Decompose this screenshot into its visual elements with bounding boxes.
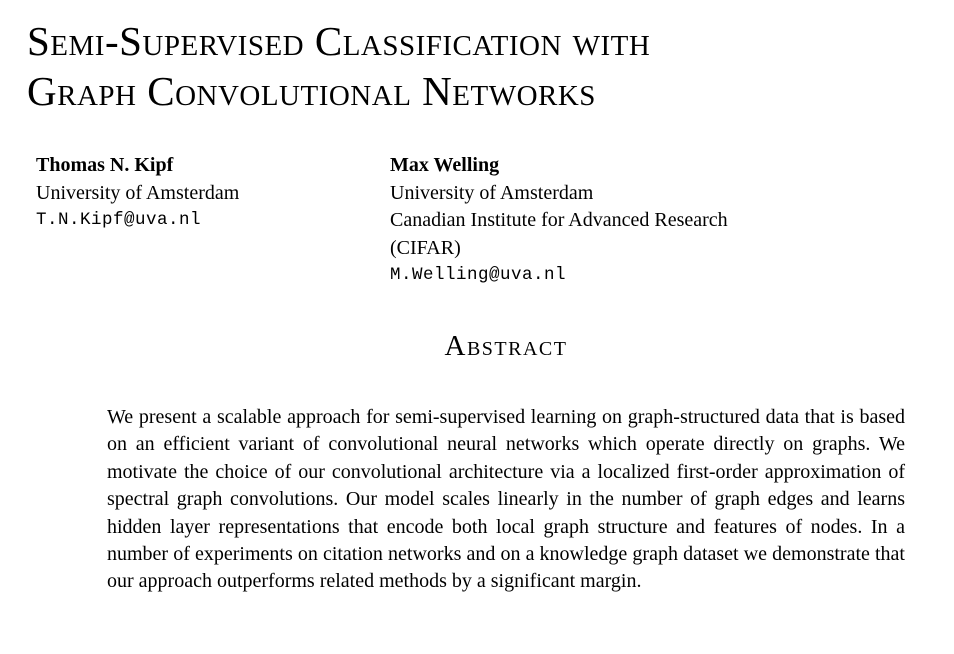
- paper-title-line-2: Graph Convolutional Networks: [27, 68, 596, 114]
- paper-title: [27, 16, 650, 116]
- author-affiliation: Canadian Institute for Advanced Research (CIFAR): [390, 209, 728, 259]
- author-name: Thomas N. Kipf: [36, 154, 174, 176]
- author-max-welling: [390, 152, 744, 290]
- author-block: [36, 152, 744, 290]
- author-affiliation: University of Amsterdam: [36, 181, 240, 204]
- author-name: Max Welling: [390, 154, 500, 176]
- author-email: T.N.Kipf@uva.nl: [36, 210, 202, 230]
- author-email: M.Welling@uva.nl: [390, 265, 567, 285]
- abstract-body: We present a scalable approach for semi-supervised learning on graph-structured data that is based on an efficient variant of convolutional neural networks which operate directly on graphs. We motivate the choice of our convolutional architecture via a localized first-order approximation of spectral graph convolutions. Our model scales linearly in the number of graph edges and learns hidden layer representations that encode both local graph structure and features of nodes. In a number of experiments on citation networks and on a knowledge graph dataset we demonstrate that our approach outperforms related methods by a significant margin.: [107, 406, 905, 593]
- author-affiliation: University of Amsterdam: [390, 181, 594, 204]
- author-thomas-kipf: [36, 152, 390, 290]
- paper-title-line-1: Semi-Supervised Classification with: [27, 18, 651, 64]
- abstract-heading: Abstract: [444, 330, 568, 362]
